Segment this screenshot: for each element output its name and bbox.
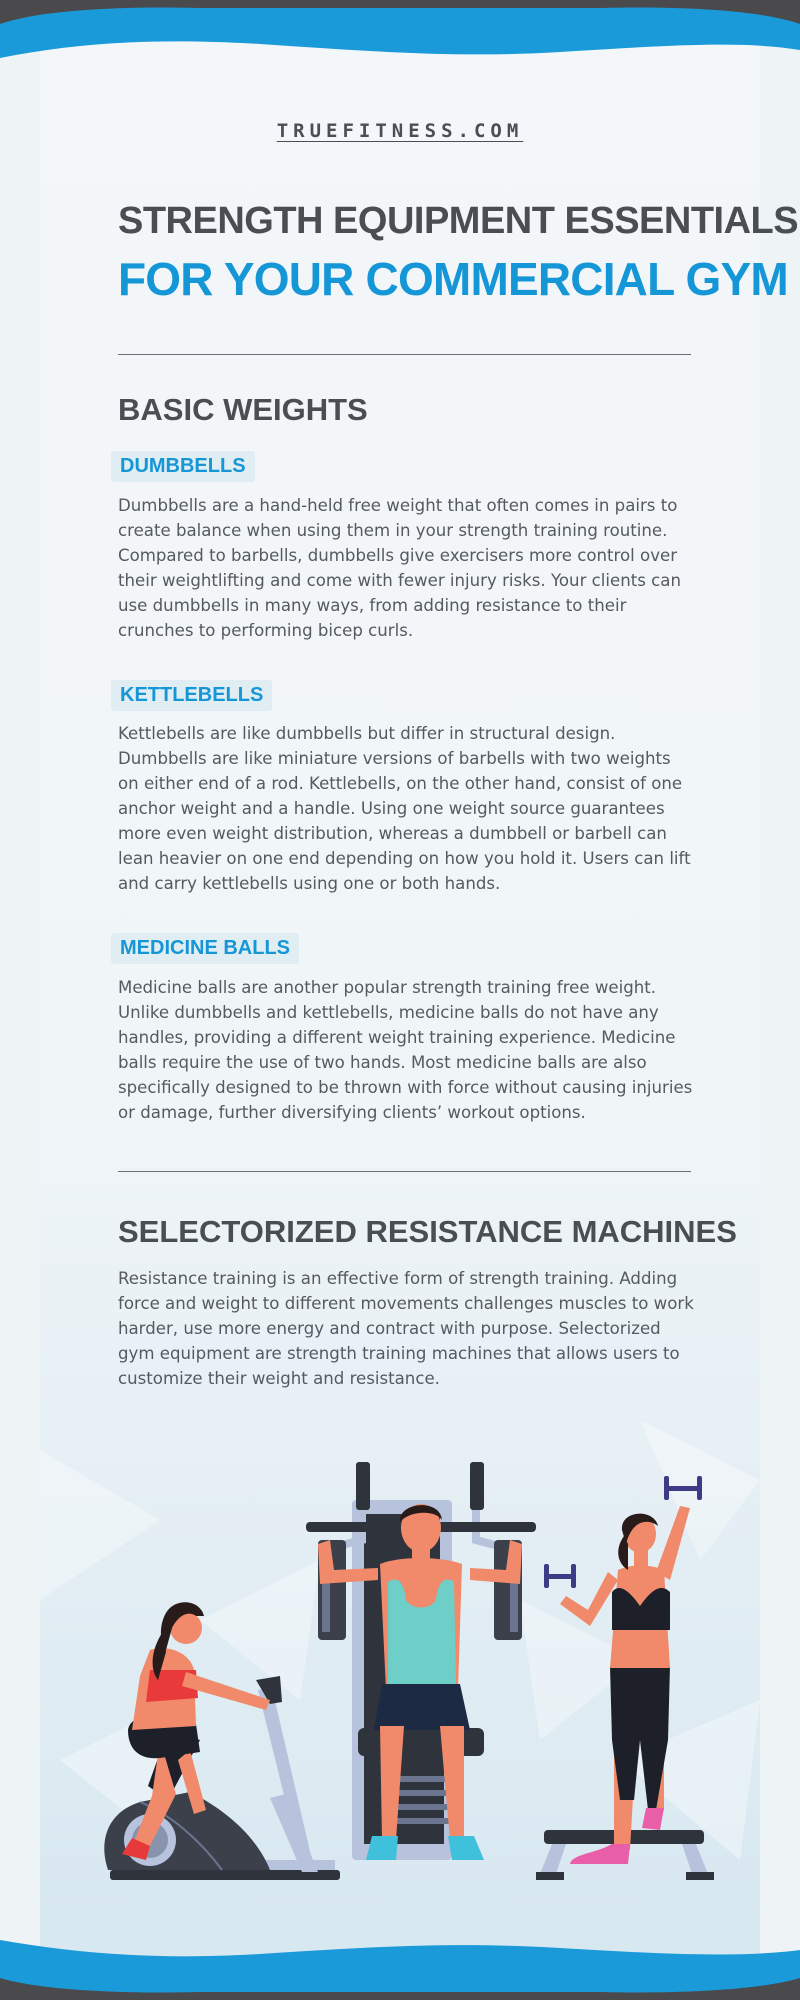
page-title-line1: STRENGTH EQUIPMENT ESSENTIALS (118, 200, 799, 242)
subheading-medicine-balls: MEDICINE BALLS (111, 933, 299, 964)
paragraph-kettlebells: Kettlebells are like dumbbells but differ in structural design. Dumbbells are like miniature versions of barbells with two weights on either end of a rod. Kettlebells, on the other hand, consist of one anchor weight and a handle. Using one weight source guarantees more even weight distribution, whereas a dumbbell or barbell can lean heavier on one end depending on how you hold it. Users can lift and carry kettlebells using one or both hands. (118, 724, 691, 893)
woman-with-dumbbells-on-step (536, 1476, 714, 1880)
man-on-chest-press-machine (306, 1462, 536, 1860)
paragraph-medicine-balls: Medicine balls are another popular strength training free weight. Unlike dumbbells and kettlebells, medicine balls do not have any handles, providing a different weight training experience. Medicine balls require the use of two hands. Most medicine balls are also specifically designed to be thrown with force without causing injuries or damage, further diversifying clients’ workout options. (118, 978, 693, 1122)
subheading-dumbbells: DUMBBELLS (111, 451, 255, 482)
top-wave-band (0, 0, 800, 70)
page-title-line2: FOR YOUR COMMERCIAL GYM (118, 253, 788, 305)
section-heading-basic-weights: BASIC WEIGHTS (118, 392, 368, 427)
gym-illustration (0, 1440, 800, 1900)
subheading-kettlebells: KETTLEBELLS (111, 680, 272, 711)
divider-middle (118, 1171, 691, 1172)
divider-top (118, 354, 691, 355)
site-name[interactable]: TRUEFITNESS.COM (276, 120, 524, 142)
section-heading-machines: SELECTORIZED RESISTANCE MACHINES (118, 1214, 737, 1249)
paragraph-machines: Resistance training is an effective form of strength training. Adding force and weight to different movements challenges muscles to work harder, use more energy and contract with purpose. Selectorized gym equipment are strength training machines that allows users to customize their weight and resistance. (118, 1269, 694, 1388)
woman-on-exercise-bike (104, 1602, 340, 1880)
bottom-wave-band (0, 1930, 800, 2000)
paragraph-dumbbells: Dumbbells are a hand-held free weight that often comes in pairs to create balance when using them in your strength training routine. Compared to barbells, dumbbells give exercisers more control over their weightlifting and come with fewer injury risks. Your clients can use dumbbells in many ways, from adding resistance to their crunches to performing bicep curls. (118, 496, 681, 640)
